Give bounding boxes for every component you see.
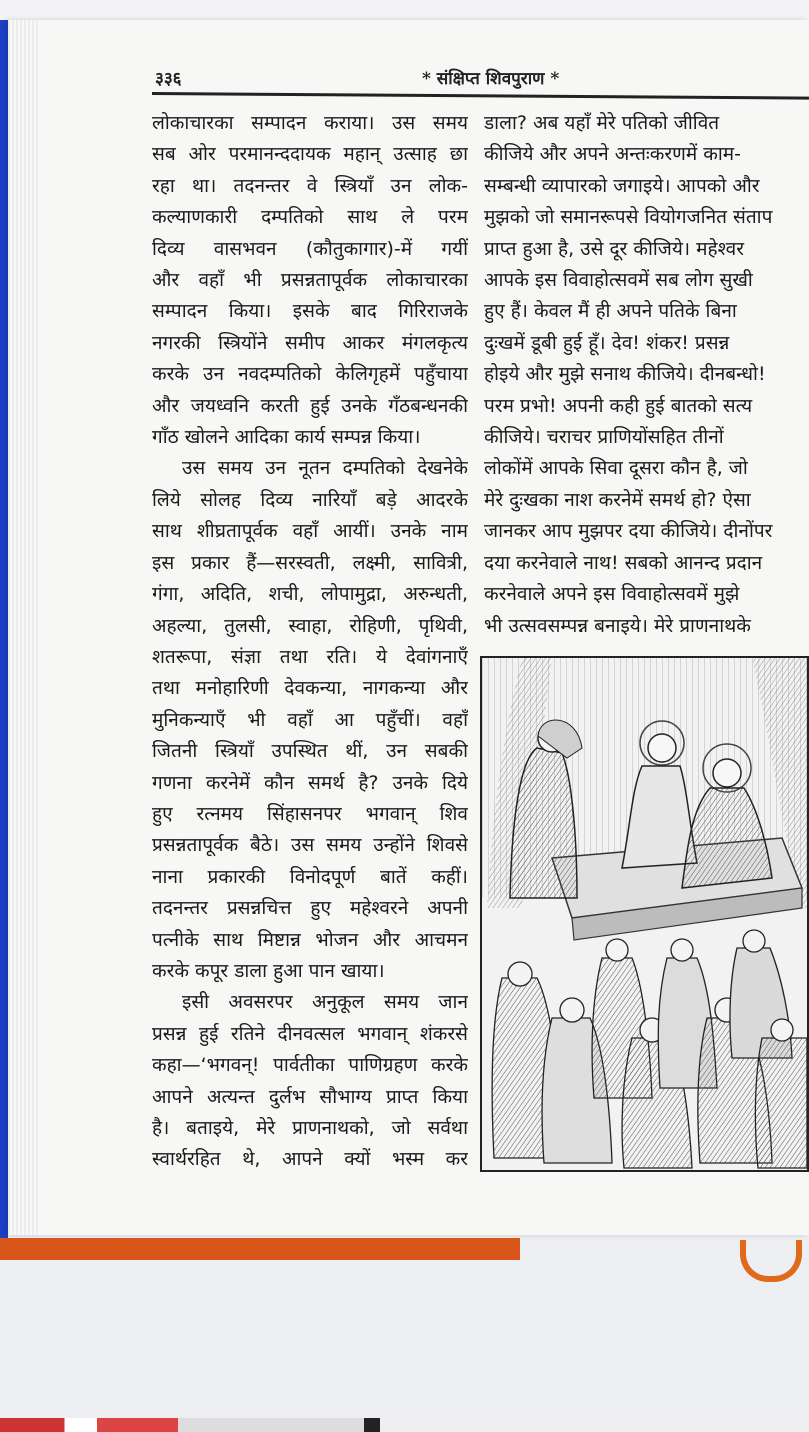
text-line: करनेवाले अपने इस विवाहोत्सवमें मुझे xyxy=(484,583,740,606)
text-line: परम प्रभो! अपनी कही हुई बातको सत्य xyxy=(484,394,753,417)
text-line: रहा था। तदनन्तर वे स्त्रियाँ उन लोक- xyxy=(152,174,468,197)
illustration-shiva-parvati xyxy=(480,656,809,1172)
left-text-column xyxy=(152,108,468,1176)
text-line: कहा—‘भगवन्! पार्वतीका पाणिग्रहण करके xyxy=(152,1054,468,1077)
text-line: हुए रत्नमय सिंहासनपर भगवान् शिव xyxy=(152,802,468,825)
text-line: स्वार्थरहित थे, आपने क्यों भस्म कर xyxy=(152,1148,468,1171)
text-line: प्राप्त हुआ है, उसे दूर कीजिये। महेश्वर xyxy=(484,237,745,260)
text-line: सब ओर परमानन्ददायक महान् उत्साह छा xyxy=(152,143,468,166)
text-line: दिव्य वासभवन (कौतुकागार)-में गयीं xyxy=(152,237,468,260)
text-line: पत्नीके साथ मिष्टान्न भोजन और आचमन xyxy=(152,928,468,951)
text-line: डाला? अब यहाँ मेरे पतिको जीवित xyxy=(484,112,720,134)
text-line: प्रसन्न हुई रतिने दीनवत्सल भगवान् शंकरसे xyxy=(152,1022,468,1045)
text-line: तथा मनोहारिणी देवकन्या, नागकन्या और xyxy=(152,677,468,700)
text-line: कल्याणकारी दम्पतिको साथ ले परम xyxy=(152,206,468,229)
text-line: करके कपूर डाला हुआ पान खाया। xyxy=(152,959,385,982)
text-line: इस प्रकार हैं—सरस्वती, लक्ष्मी, सावित्री, xyxy=(152,551,468,574)
text-line: मुझको जो समानरूपसे वियोगजनित संताप xyxy=(484,206,773,229)
text-line: लोकाचारका सम्पादन कराया। उस समय xyxy=(152,112,468,134)
text-line: लोकोंमें आपके सिवा दूसरा कौन है, जो xyxy=(484,457,748,480)
text-line: गंगा, अदिति, शची, लोपामुद्रा, अरुन्धती, xyxy=(152,583,468,606)
page-fore-edge xyxy=(8,20,38,1235)
text-line: और जयध्वनि करती हुई उनके गँठबन्धनकी xyxy=(152,394,468,417)
bottom-strip xyxy=(0,1418,809,1432)
book-cover-edge xyxy=(0,20,8,1240)
text-line: करके उन नवदम्पतिको केलिगृहमें पहुँचाया xyxy=(152,363,468,386)
text-line: शतरूपा, संज्ञा तथा रति। ये देवांगनाएँ xyxy=(152,645,468,668)
text-line: गाँठ खोलने आदिका कार्य सम्पन्न किया। xyxy=(152,426,421,449)
text-line: प्रसन्नतापूर्वक बैठे। उस समय उन्होंने शिवसे xyxy=(152,834,468,857)
text-line: होइये और मुझे सनाथ कीजिये। दीनबन्धो! xyxy=(484,363,766,386)
text-line: उस समय उन नूतन दम्पतिको देखनेके xyxy=(182,457,468,480)
text-line: अहल्या, तुलसी, स्वाहा, रोहिणी, पृथिवी, xyxy=(152,614,468,637)
page-number: ३३६ xyxy=(155,69,182,89)
text-line: जानकर आप मुझपर दया कीजिये। दीनोंपर xyxy=(484,520,773,543)
text-line: नाना प्रकारकी विनोदपूर्ण बातें कहीं। xyxy=(152,865,468,888)
text-line: मेरे दुःखका नाश करनेमें समर्थ हो? ऐसा xyxy=(484,488,751,511)
text-line: दया करनेवाले नाथ! सबको आनन्द प्रदान xyxy=(484,551,763,574)
text-line: सम्बन्धी व्यापारको जगाइये। आपको और xyxy=(484,174,760,197)
illustration-drawing xyxy=(482,658,807,1170)
text-line: भी उत्सवसम्पन्न बनाइये। मेरे प्राणनाथके xyxy=(484,614,751,637)
text-line: नगरकी स्त्रियोंने समीप आकर मंगलकृत्य xyxy=(152,331,468,354)
text-line: लिये सोलह दिव्य नारियाँ बड़े आदरके xyxy=(152,488,468,511)
text-line: गणना करनेमें कौन समर्थ है? उनके दिये xyxy=(152,771,468,794)
text-line: साथ शीघ्रतापूर्वक वहाँ आयीं। उनके नाम xyxy=(152,520,468,543)
text-line: हुए हैं। केवल मैं ही अपने पतिके बिना xyxy=(484,300,737,323)
text-line: कीजिये और अपने अन्तःकरणमें काम- xyxy=(484,143,742,166)
text-line: कीजिये। चराचर प्राणियोंसहित तीनों xyxy=(484,426,724,449)
text-line: आपने अत्यन्त दुर्लभ सौभाग्य प्राप्त किया xyxy=(152,1085,468,1108)
running-title: * संक्षिप्त शिवपुराण * xyxy=(422,69,560,89)
text-line: है। बताइये, मेरे प्राणनाथको, जो सर्वथा xyxy=(152,1117,468,1139)
text-line: सम्पादन किया। इसके बाद गिरिराजके xyxy=(152,300,468,323)
text-line: दुःखमें डूबी हुई हूँ। देव! शंकर! प्रसन्न xyxy=(484,331,730,354)
text-line: आपके इस विवाहोत्सवमें सब लोग सुखी xyxy=(484,269,753,292)
right-text-column xyxy=(484,108,809,642)
page-header xyxy=(140,64,800,90)
bookmark-ribbon xyxy=(0,1238,520,1260)
text-line: इसी अवसरपर अनुकूल समय जान xyxy=(182,991,468,1014)
text-line: मुनिकन्याएँ भी वहाँ आ पहुँचीं। वहाँ xyxy=(152,708,468,731)
text-line: और वहाँ भी प्रसन्नतापूर्वक लोकाचारका xyxy=(152,269,468,292)
text-line: जितनी स्त्रियाँ उपस्थित थीं, उन सबकी xyxy=(152,740,468,763)
text-line: तदनन्तर प्रसन्नचित्त हुए महेश्वरने अपनी xyxy=(152,897,468,920)
